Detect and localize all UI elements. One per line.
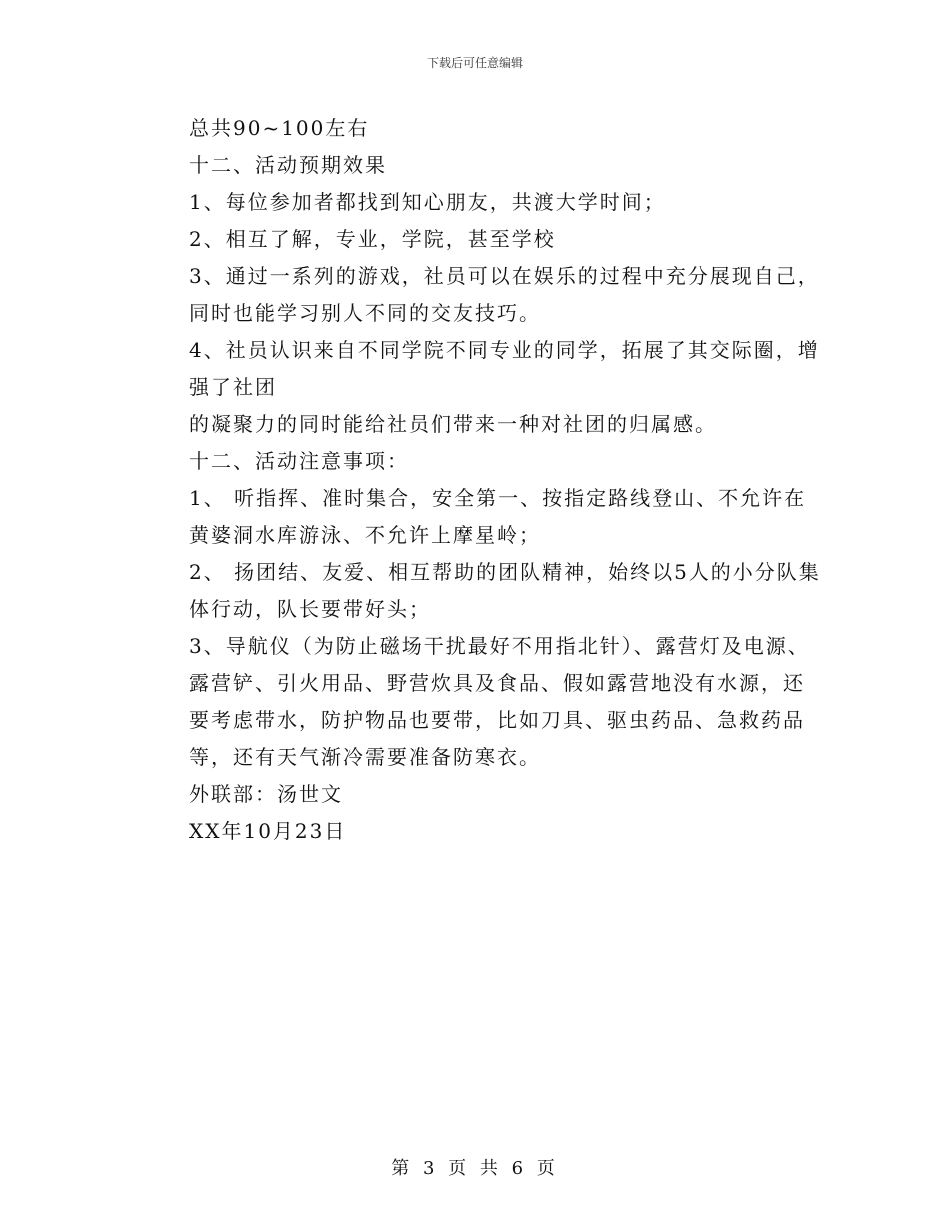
paragraph: 的凝聚力的同时能给社员们带来一种对社团的归属感。 xyxy=(189,412,717,436)
paragraph: 2、 扬团结、友爱、相互帮助的团队精神，始终以5人的小分队集体行动，队长要带好头； xyxy=(189,560,821,621)
section-heading: 十二、活动注意事项： xyxy=(189,449,409,473)
signature-line: 外联部：汤世文 xyxy=(189,782,343,806)
page-header: 下载后可任意编辑 xyxy=(426,56,523,70)
paragraph: 3、导航仪（为防止磁场干扰最好不用指北针）、露营灯及电源、露营铲、引火用品、野营炊具及食品、假如露营地没有水源，还要考虑带水，防护物品也要带，比如刀具、驱虫药品、急救药品等，还有天气渐冷需要准备防寒衣。 xyxy=(189,634,810,769)
paragraph: 总共90~100左右 xyxy=(189,116,370,140)
section-heading: 十二、活动预期效果 xyxy=(189,153,387,177)
paragraph: 1、 听指挥、准时集合，安全第一、按指定路线登山、不允许在黄婆洞水库游泳、不允许上摩星岭； xyxy=(189,486,807,547)
page-footer: 第 3 页 共 6 页 xyxy=(391,1158,559,1179)
paragraph: 4、社员认识来自不同学院不同专业的同学，拓展了其交际圈，增强了社团 xyxy=(189,338,820,399)
paragraph: 1、每位参加者都找到知心朋友，共渡大学时间； xyxy=(189,190,666,214)
date-line: XX年10月23日 xyxy=(189,819,347,843)
document-body xyxy=(143,110,823,850)
paragraph: 2、相互了解，专业，学院，甚至学校 xyxy=(189,227,556,251)
paragraph: 3、通过一系列的游戏，社员可以在娱乐的过程中充分展现自己，同时也能学习别人不同的交友技巧。 xyxy=(189,264,820,325)
